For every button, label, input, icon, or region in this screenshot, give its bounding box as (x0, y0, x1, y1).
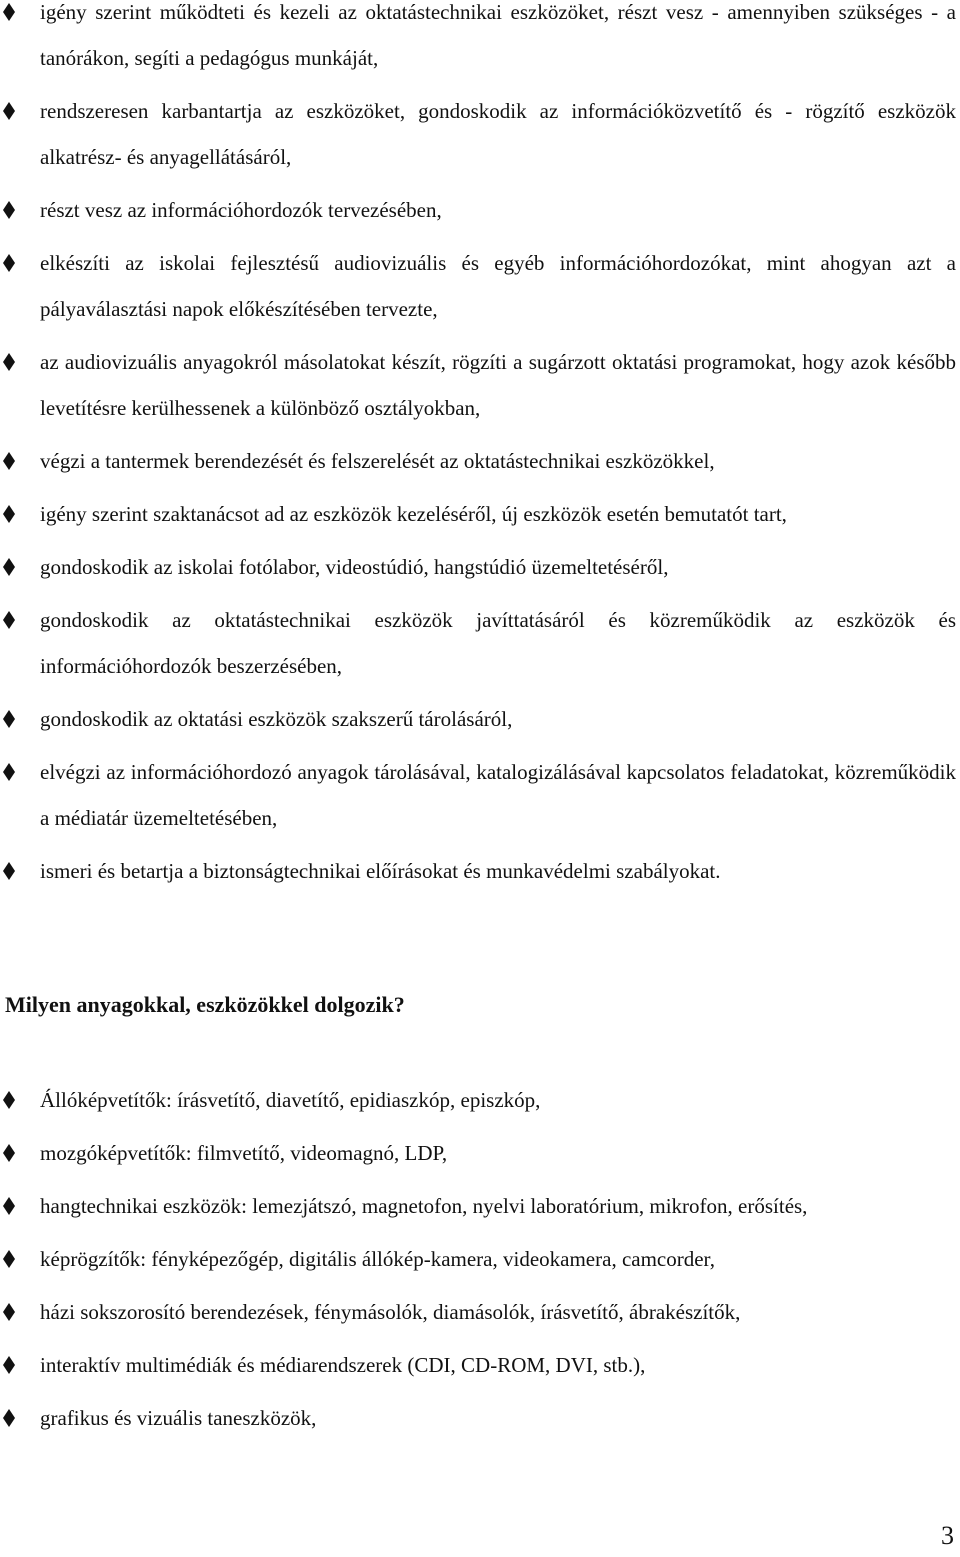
list-item (0, 696, 960, 742)
list-item-text: igény szerint szaktanácsot ad az eszközök kezeléséről, új eszközök esetén bemutatót tart, (40, 502, 787, 526)
list-item-text: interaktív multimédiák és médiarendszerek (CDI, CD-ROM, DVI, stb.), (40, 1353, 646, 1377)
list-item-text: Állóképvetítők: írásvetítő, diavetítő, epidiaszkóp, episzkóp, (40, 1088, 541, 1112)
list-item (0, 88, 960, 180)
diamond-icon (2, 709, 16, 729)
list-item-text: gondoskodik az iskolai fotólabor, videostúdió, hangstúdió üzemeltetéséről, (40, 555, 669, 579)
list-item-text: képrögzítők: fényképezőgép, digitális állókép-kamera, videokamera, camcorder, (40, 1247, 715, 1271)
list-item (0, 1395, 960, 1441)
diamond-icon (2, 557, 16, 577)
list-item (0, 1183, 960, 1229)
list-item-text: grafikus és vizuális taneszközök, (40, 1406, 317, 1430)
list-item-text: végzi a tantermek berendezését és felszerelését az oktatástechnikai eszközökkel, (40, 449, 715, 473)
list-item (0, 240, 960, 332)
materials-list (0, 1077, 960, 1448)
list-item-text: gondoskodik az oktatási eszközök szakszerű tárolásáról, (40, 707, 513, 731)
list-item (0, 187, 960, 233)
list-item-text: gondoskodik az oktatástechnikai eszközök javíttatásáról és közreműködik az eszközök és információhordozók beszerzésében, (40, 608, 956, 678)
list-item (0, 0, 960, 81)
diamond-icon (2, 1408, 16, 1428)
list-item (0, 544, 960, 590)
section-heading: Milyen anyagokkal, eszközökkel dolgozik? (5, 992, 405, 1017)
list-item (0, 1236, 960, 1282)
list-item (0, 1289, 960, 1335)
list-item-text: elvégzi az információhordozó anyagok tárolásával, katalogizálásával kapcsolatos feladatokat, közreműködik a médiatár üzemeltetésében, (40, 760, 956, 830)
list-item (0, 1077, 960, 1123)
list-item (0, 848, 960, 894)
list-item-text: elkészíti az iskolai fejlesztésű audiovizuális és egyéb információhordozókat, mint ahogyan azt a pályaválasztási napok előkészítésében tervezte, (40, 251, 956, 321)
list-item-text: részt vesz az információhordozók tervezésében, (40, 198, 442, 222)
diamond-icon (2, 504, 16, 524)
list-item (0, 749, 960, 841)
diamond-icon (2, 1090, 16, 1110)
diamond-icon (2, 1143, 16, 1163)
diamond-icon (2, 200, 16, 220)
list-item (0, 1130, 960, 1176)
diamond-icon (2, 352, 16, 372)
diamond-icon (2, 762, 16, 782)
list-item (0, 339, 960, 431)
list-item (0, 1342, 960, 1388)
page-number: 3 (941, 1521, 954, 1550)
list-item (0, 597, 960, 689)
diamond-icon (2, 861, 16, 881)
diamond-icon (2, 610, 16, 630)
list-item (0, 438, 960, 484)
diamond-icon (2, 451, 16, 471)
diamond-icon (2, 1302, 16, 1322)
list-item-text: ismeri és betartja a biztonságtechnikai előírásokat és munkavédelmi szabályokat. (40, 859, 721, 883)
list-item-text: házi sokszorosító berendezések, fénymásolók, diamásolók, írásvetítő, ábrakészítők, (40, 1300, 741, 1324)
list-item-text: az audiovizuális anyagokról másolatokat készít, rögzíti a sugárzott oktatási programokat, hogy azok később levetítésre kerülhessenek a különböző osztályokban, (40, 350, 956, 420)
diamond-icon (2, 1355, 16, 1375)
list-item-text: hangtechnikai eszközök: lemezjátszó, magnetofon, nyelvi laboratórium, mikrofon, erősítés, (40, 1194, 808, 1218)
diamond-icon (2, 1196, 16, 1216)
list-item-text: rendszeresen karbantartja az eszközöket, gondoskodik az információközvetítő és - rögzítő eszközök alkatrész- és anyagellátásáról, (40, 99, 956, 169)
diamond-icon (2, 2, 16, 22)
diamond-icon (2, 1249, 16, 1269)
diamond-icon (2, 101, 16, 121)
list-item (0, 491, 960, 537)
diamond-icon (2, 253, 16, 273)
list-item-text: mozgóképvetítők: filmvetítő, videomagnó, LDP, (40, 1141, 448, 1165)
list-item-text: igény szerint működteti és kezeli az oktatástechnikai eszközöket, részt vesz - amennyiben szükséges - a tanórákon, segíti a pedagógus munkáját, (40, 0, 956, 70)
